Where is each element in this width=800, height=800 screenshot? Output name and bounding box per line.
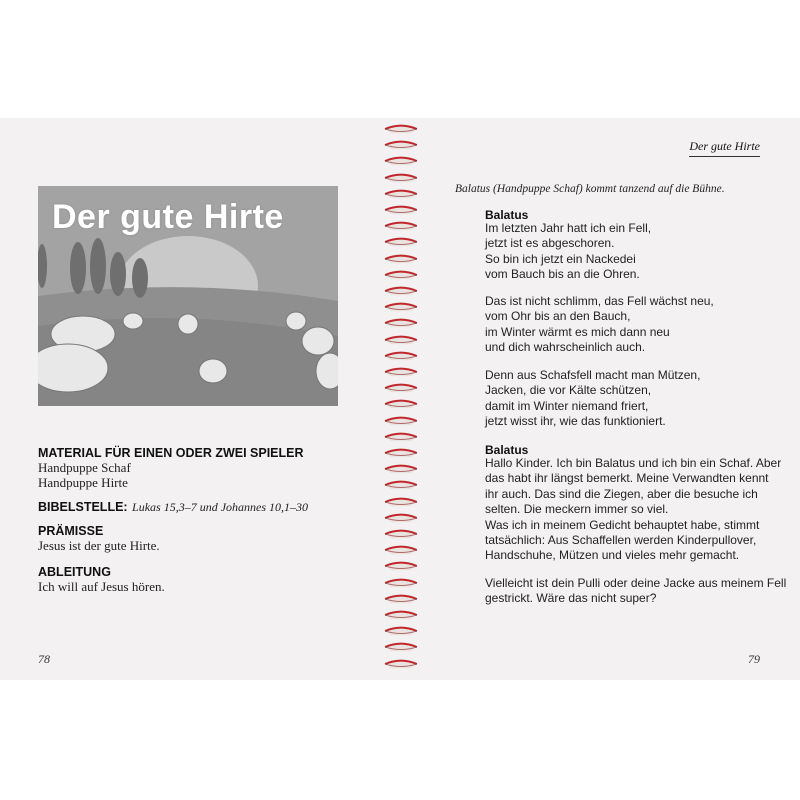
premise-text: Jesus ist der gute Hirte. — [38, 538, 160, 553]
title-illustration — [38, 186, 338, 406]
spiral-coil — [378, 367, 424, 377]
spiral-coil — [378, 464, 424, 474]
prose-line: Handschuhe, Mützen und vieles mehr gemacht. — [485, 548, 740, 563]
prose-line: das habt ihr längst bemerkt. Meine Verwandten kennt — [485, 471, 769, 486]
spiral-coil — [378, 140, 424, 150]
spiral-coil — [378, 237, 424, 247]
spiral-coil — [378, 432, 424, 442]
spiral-coil — [378, 351, 424, 361]
poem-line: und dich wahrscheinlich auch. — [485, 340, 646, 355]
prose-line: tatsächlich: Aus Schaffellen werden Kinderpullover, — [485, 533, 757, 548]
spiral-coil — [378, 659, 424, 669]
material-heading: MATERIAL FÜR EINEN ODER ZWEI SPIELER — [38, 446, 304, 460]
running-title: Der gute Hirte — [689, 139, 760, 157]
spiral-coil — [378, 383, 424, 393]
poem-line: vom Ohr bis an den Bauch, — [485, 309, 631, 324]
spiral-coil — [378, 205, 424, 215]
prose-paragraph-2 — [485, 576, 786, 607]
poem-line: im Winter wärmt es mich dann neu — [485, 324, 670, 339]
illustration-title: Der gute Hirte — [52, 198, 284, 236]
spiral-coil — [378, 286, 424, 296]
spiral-coil — [378, 221, 424, 231]
spiral-coil — [378, 173, 424, 183]
poem-stanza-2 — [485, 294, 714, 356]
spiral-coil — [378, 156, 424, 166]
derivation-heading: ABLEITUNG — [38, 565, 111, 579]
spiral-coil — [378, 642, 424, 652]
prose-line: Vielleicht ist dein Pulli oder deine Jacke aus meinem Fell — [485, 576, 787, 590]
prose-paragraph-1 — [485, 456, 781, 564]
bible-refs: Lukas 15,3–7 und Johannes 10,1–30 — [132, 500, 309, 514]
speaker-label: Balatus — [485, 208, 529, 222]
prose-line: gestrickt. Wäre das nicht super? — [485, 591, 657, 606]
poem-line: jetzt wisst ihr, wie das funktioniert. — [485, 414, 666, 429]
spiral-coil — [378, 561, 424, 571]
premise-heading: PRÄMISSE — [38, 524, 104, 538]
page-number-right: 79 — [748, 652, 760, 666]
spiral-coil — [378, 497, 424, 507]
poem-line: vom Bauch bis an die Ohren. — [485, 267, 640, 282]
derivation-text: Ich will auf Jesus hören. — [38, 579, 165, 594]
prose-line: Was ich in meinem Gedicht behauptet habe, stimmt — [485, 517, 760, 532]
spiral-coil — [378, 529, 424, 539]
spiral-coil — [378, 318, 424, 328]
poem-line: So bin ich jetzt ein Nackedei — [485, 251, 636, 266]
poem-line: Denn aus Schafsfell macht man Mützen, — [485, 368, 701, 382]
spiral-coil — [378, 626, 424, 636]
spiral-coil — [378, 189, 424, 199]
spiral-coil — [378, 270, 424, 280]
bible-reference — [38, 498, 308, 516]
spiral-coil — [378, 610, 424, 620]
spiral-coil — [378, 399, 424, 409]
spiral-coil — [378, 124, 424, 134]
spiral-coil — [378, 254, 424, 264]
speaker-label-2: Balatus — [485, 443, 529, 457]
spiral-coil — [378, 448, 424, 458]
poem-line: jetzt ist es abgeschoren. — [485, 236, 615, 251]
spiral-coil — [378, 302, 424, 312]
spiral-coil — [378, 335, 424, 345]
spiral-coil — [378, 594, 424, 604]
spiral-coil — [378, 578, 424, 588]
spiral-coil — [378, 480, 424, 490]
material-item-1: Handpuppe Schaf — [38, 460, 131, 475]
bible-label: BIBELSTELLE: — [38, 500, 128, 514]
prose-line: Hallo Kinder. Ich bin Balatus und ich bin ein Schaf. Aber — [485, 456, 782, 470]
poem-line: Im letzten Jahr hatt ich ein Fell, — [485, 221, 652, 235]
spiral-coil — [378, 416, 424, 426]
prose-line: selten. Die meckern immer so viel. — [485, 502, 669, 517]
material-item-2: Handpuppe Hirte — [38, 475, 128, 490]
poem-stanza-1 — [485, 221, 651, 283]
poem-stanza-3 — [485, 368, 700, 430]
spiral-coil — [378, 513, 424, 523]
poem-line: Jacken, die vor Kälte schützen, — [485, 383, 652, 398]
prose-line: ihr auch. Das sind die Ziegen, aber die besuche ich — [485, 486, 758, 501]
poem-line: Das ist nicht schlimm, das Fell wächst neu, — [485, 294, 714, 308]
stage-direction: Balatus (Handpuppe Schaf) kommt tanzend auf die Bühne. — [455, 183, 725, 195]
spiral-coil — [378, 545, 424, 555]
page-number-left: 78 — [38, 652, 50, 666]
poem-line: damit im Winter niemand friert, — [485, 398, 649, 413]
